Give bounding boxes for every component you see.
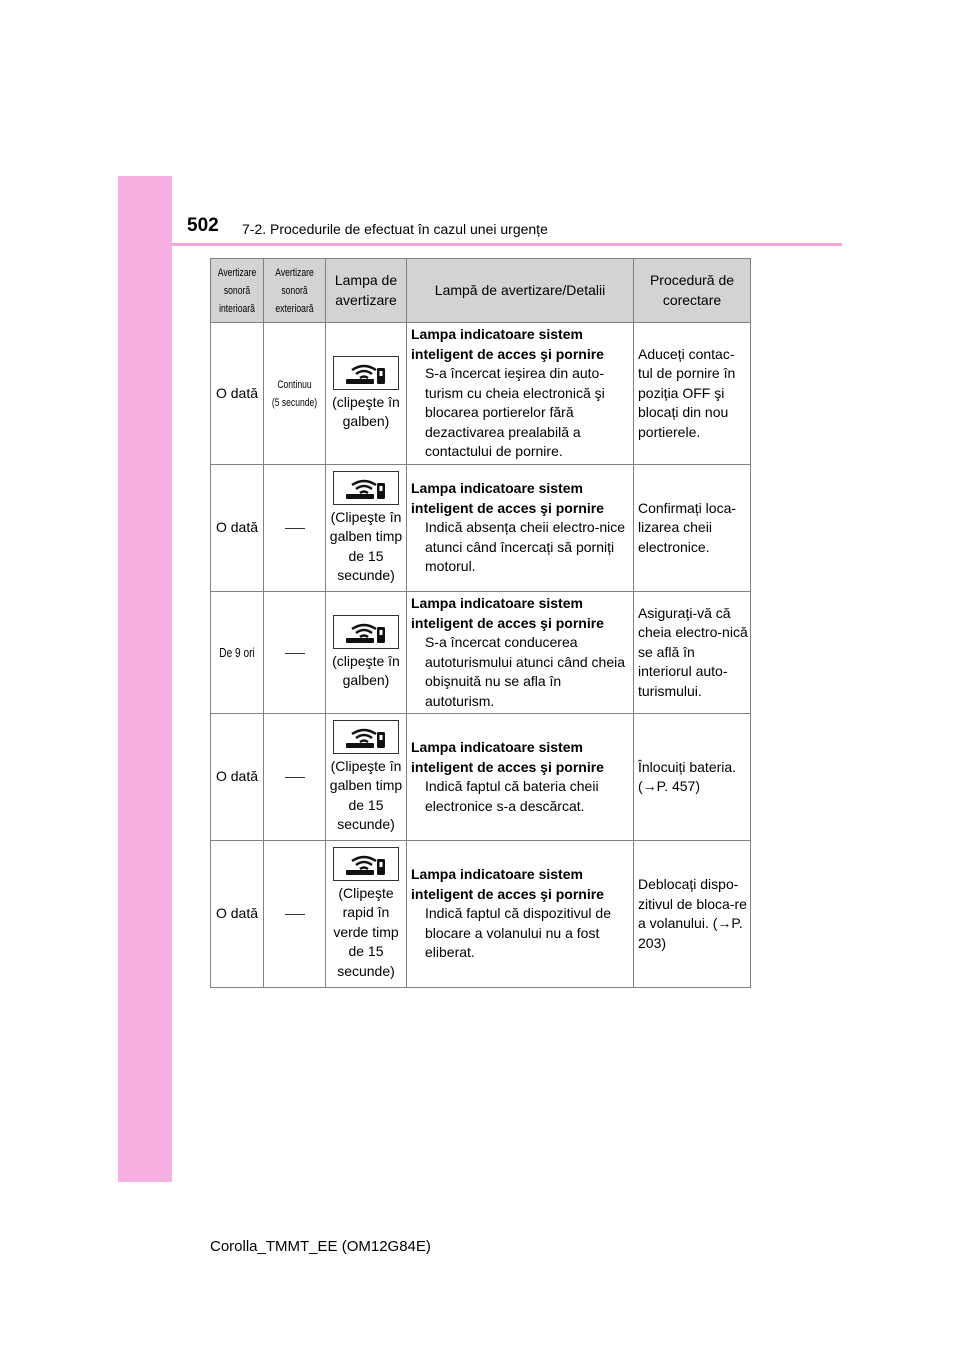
details-cell: [407, 323, 634, 465]
external-buzzer-cell: [264, 592, 326, 714]
external-buzzer-cell: [264, 714, 326, 841]
detail-title: Lampa indicatoare sistem inteligent de acces şi pornire: [411, 326, 604, 362]
warning-light-cell: [326, 323, 407, 465]
lamp-caption: (Clipeşte în galben timp de 15 secunde): [329, 757, 403, 832]
lamp-caption: (Clipeşte rapid în verde timp de 15 secunde): [333, 884, 399, 979]
internal-buzzer-cell: O dată: [211, 841, 264, 988]
internal-buzzer-cell: De 9 ori: [211, 592, 264, 714]
internal-buzzer-cell: O dată: [211, 465, 264, 592]
dash-mark: [285, 653, 305, 654]
procedure-cell: Aduceți contac-tul de pornire în poziția OFF şi blocați din nou portierele.: [634, 323, 751, 465]
table-row: [211, 465, 751, 592]
procedure-cell: Deblocați dispo-zitivul de bloca-re a volanului. (→P. 203): [634, 841, 751, 988]
footer-model-code: Corolla_TMMT_EE (OM12G84E): [210, 1238, 431, 1255]
lamp-caption: (clipeşte în galben): [332, 393, 400, 429]
external-buzzer-cell: [264, 841, 326, 988]
header-external-buzzer: Avertizare sonoră exterioară: [264, 259, 326, 323]
detail-text: Indică absența cheii electro-nice atunci când încercați să porniți motorul.: [425, 519, 626, 575]
external-buzzer-cell: Continuu (5 secunde): [264, 323, 326, 465]
dash-mark: [285, 777, 305, 778]
warning-light-cell: [326, 841, 407, 988]
smart-key-indicator-icon: [333, 847, 399, 881]
side-tab-band: [118, 176, 172, 1182]
warning-light-cell: [326, 714, 407, 841]
detail-title: Lampa indicatoare sistem inteligent de acces şi pornire: [411, 480, 604, 516]
dash-mark: [285, 528, 305, 529]
warning-light-cell: [326, 592, 407, 714]
detail-text: Indică faptul că dispozitivul de blocare a volanului nu a fost eliberat.: [425, 905, 611, 961]
warning-table: [210, 258, 751, 988]
lamp-caption: (Clipeşte în galben timp de 15 secunde): [329, 508, 403, 583]
table-header-row: [211, 259, 751, 323]
lamp-caption: (clipeşte în galben): [332, 652, 400, 688]
external-buzzer-cell: [264, 465, 326, 592]
table-row: [211, 714, 751, 841]
warning-light-cell: [326, 465, 407, 592]
detail-text: Indică faptul că bateria cheii electronice s-a descărcat.: [425, 778, 599, 814]
dash-mark: [285, 914, 305, 915]
page-number: 502: [187, 215, 219, 236]
detail-text: S-a încercat ieşirea din auto-turism cu cheia electronică şi blocarea portierelor fără dezactivarea prealabilă a contactului de pornire.: [425, 365, 605, 460]
detail-title: Lampa indicatoare sistem inteligent de acces şi pornire: [411, 595, 604, 631]
procedure-cell: Confirmați loca-lizarea cheii electronice.: [634, 465, 751, 592]
details-cell: [407, 592, 634, 714]
detail-title: Lampa indicatoare sistem inteligent de acces şi pornire: [411, 866, 604, 902]
detail-title: Lampa indicatoare sistem inteligent de acces şi pornire: [411, 739, 604, 775]
table-row: [211, 323, 751, 465]
table-row: [211, 592, 751, 714]
procedure-cell: Înlocuiți bateria. (→P. 457): [634, 714, 751, 841]
details-cell: [407, 714, 634, 841]
header-procedure: Procedură de corectare: [634, 259, 751, 323]
smart-key-indicator-icon: [333, 471, 399, 505]
internal-buzzer-cell: O dată: [211, 714, 264, 841]
chapter-title: 7-2. Procedurile de efectuat în cazul unei urgențe: [242, 221, 548, 237]
procedure-cell: Asigurați-vă că cheia electro-nică se află în interiorul auto-turismului.: [634, 592, 751, 714]
internal-buzzer-cell: O dată: [211, 323, 264, 465]
details-cell: [407, 465, 634, 592]
detail-text: S-a încercat conducerea autoturismului atunci când cheia obişnuită nu se afla în autoturism.: [425, 634, 626, 709]
smart-key-indicator-icon: [333, 615, 399, 649]
header-internal-buzzer: Avertizare sonoră interioară: [211, 259, 264, 323]
header-warning-light: Lampa de avertizare: [326, 259, 407, 323]
smart-key-indicator-icon: [333, 720, 399, 754]
header-details: Lampă de avertizare/Detalii: [407, 259, 634, 323]
table-row: [211, 841, 751, 988]
header-divider: [172, 243, 842, 246]
details-cell: [407, 841, 634, 988]
smart-key-indicator-icon: [333, 356, 399, 390]
